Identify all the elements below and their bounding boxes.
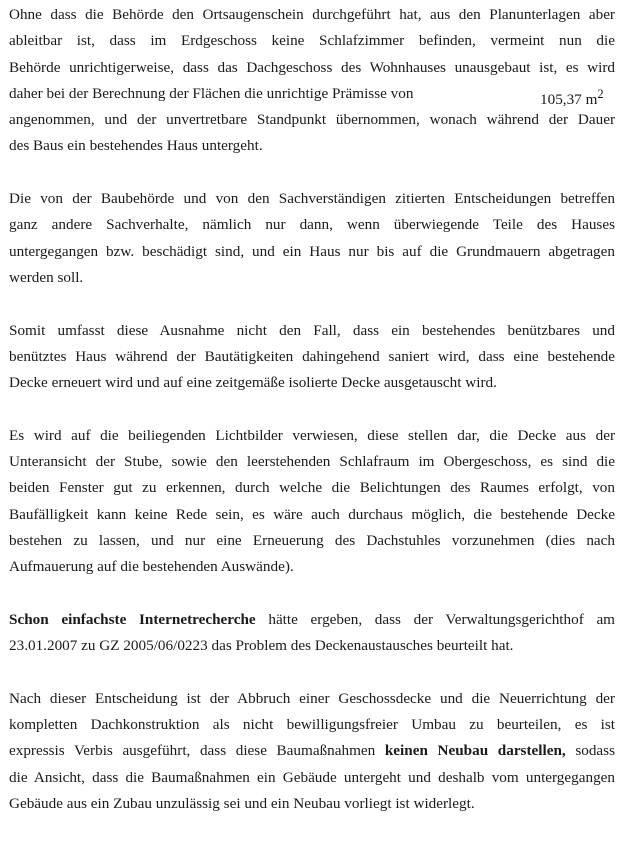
text-line: 23.01.2007 zu GZ 2005/06/0223 das Problem des Deckenaustausches beurteilt hat. [9,637,514,655]
text-line: Es wird auf die beiliegenden Lichtbilder verwiesen, diese stellen dar, die Decke aus der [9,426,615,444]
text-line: Gebäude aus ein Zubau unzulässig sei und ein Neubau vorliegt ist widerlegt. [9,794,475,812]
text-line: Aufmauerung auf die bestehenden Auswände). [9,558,294,576]
text-line: des Baus ein bestehendes Haus untergeht. [9,137,263,155]
text-line: Decke erneuert wird und auf eine zeitgemäße isolierte Decke ausgetauscht wird. [9,374,497,392]
text-line: untergegangen bzw. beschädigt sind, und ein Haus nur bis auf die Grundmauern abgetragen [9,242,615,260]
text-line: die Ansicht, dass die Baumaßnahmen ein Gebäude untergeht und deshalb vom untergegangen [9,768,615,786]
text-line: kompletten Dachkonstruktion als nicht bewilligungsfreier Umbau zu beurteilen, es ist [9,716,615,734]
text-line: ganz andere Sachverhalte, nämlich nur dann, wenn überwiegende Teile des Hauses [9,216,615,234]
text-line: Baufälligkeit kann keine Rede sein, es wäre auch durchaus möglich, die bestehende Decke [9,505,615,523]
text-line: Ohne dass die Behörde den Ortsaugenschein durchgeführt hat, aus den Planunterlagen aber [9,6,615,23]
paragraph-3 [9,318,615,397]
text-line: Nach dieser Entscheidung ist der Abbruch einer Geschossdecke und die Neuerrichtung der [9,689,615,707]
text-line [9,607,615,633]
text-line: Die von der Baubehörde und von den Sachverständigen zitierten Entscheidungen betreffen [9,190,615,208]
paragraph-1 [9,2,615,160]
text-line: Behörde unrichtigerweise, dass das Dachgeschoss des Wohnhauses unausgebaut ist, es wird [9,58,615,76]
paragraph-2 [9,186,615,291]
area-figure [540,81,604,113]
text-line: bestehen zu lassen, und nur eine Erneuerung des Dachstuhles vorzunehmen (dies nach [9,531,615,549]
paragraph-5 [9,607,615,660]
text-line: Somit umfasst diese Ausnahme nicht den Fall, dass ein bestehendes benützbares und [9,321,615,339]
text-fragment: sodass [565,742,615,760]
area-unit-superscript: 2 [597,86,604,101]
bold-phrase: keinen Neubau darstellen, [384,742,566,760]
area-value: 105,37 m [540,90,598,108]
text-line: benütztes Haus während der Bautätigkeiten dahingehend saniert wird, dass eine bestehende [9,347,615,365]
text-line-with-area [9,81,615,107]
text-fragment: expressis Verbis ausgeführt, dass diese Baumaßnahmen [9,742,385,760]
paragraph-6 [9,686,615,817]
paragraph-4 [9,423,615,581]
text-line: werden soll. [9,268,84,286]
text-line: ableitbar ist, dass im Erdgeschoss keine Schlafzimmer befinden, vermeint nun die [9,32,615,50]
bold-phrase: Schon einfachste Internetrecherche [9,610,256,628]
text-line: angenommen, und der unvertretbare Standpunkt übernommen, wonach während der Dauer [9,111,615,129]
text-line: Unteransicht der Stube, sowie den leerstehenden Schlafraum im Obergeschoss, es sind die [9,453,615,471]
text-line: beiden Fenster gut zu erkennen, durch welche die Belichtungen des Raumes erfolgt, von [9,479,615,497]
text-fragment: hätte ergeben, dass der Verwaltungsgerichthof am [255,610,615,628]
text-line: daher bei der Berechnung der Flächen die unrichtige Prämisse von [9,84,414,102]
text-line [9,738,615,764]
document-page [9,2,615,817]
